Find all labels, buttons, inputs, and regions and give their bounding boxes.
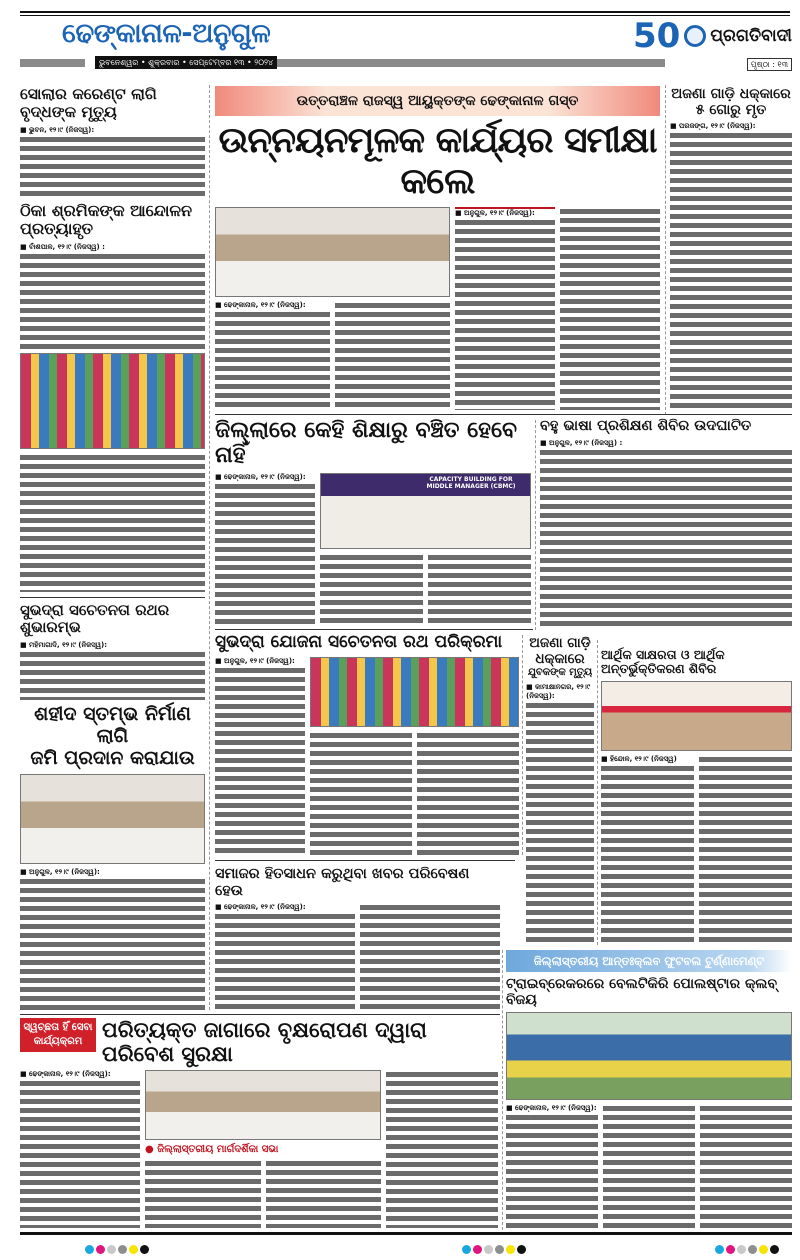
article-body-arthika: [699, 755, 792, 946]
article-sahid: [20, 704, 205, 1010]
registration-dot-black: [140, 1245, 149, 1254]
article-samaja: [215, 866, 500, 1010]
football-bodies: [506, 1104, 792, 1228]
shiksha-content: [215, 473, 531, 624]
article-body-samaja: [215, 903, 355, 1010]
photo-football-team: [506, 1012, 792, 1100]
photo-margadarshika-sabha: [145, 1070, 381, 1140]
article-body-subhadra-yojana: [310, 731, 412, 855]
headline-line: ଧକ୍କାରେ: [535, 650, 585, 667]
lead-kicker: ଉତ୍ତରାଞ୍ଚଳ ରାଜସ୍ୱ ଆୟୁକ୍ତଙ୍କ ଢେଙ୍କାନାଳ ଗସ୍ତ: [215, 86, 660, 116]
article-body-lead: [215, 301, 330, 410]
article-body-football: [506, 1104, 598, 1228]
page-number: ପୃଷ୍ଠା : ୧୩: [747, 58, 792, 71]
lead-left: [215, 207, 450, 410]
dateline: ■ ଢେଙ୍କାନାଳ, ୧୨।୯ (ନିଜସ୍ୱ):: [215, 301, 330, 310]
article-body-shiksha: [428, 553, 531, 624]
masthead: ଢେଙ୍କାନାଳ-ଅନୁଗୁଳ: [62, 18, 271, 49]
column-divider: [665, 85, 666, 415]
registration-dot-gray: [495, 1245, 504, 1254]
headline-arthika: ଆର୍ଥିକ ସାକ୍ଷରତା ଓ ଆର୍ଥିକ ଅନ୍ତର୍ଭୁକ୍ତିକରଣ ଶିବିର: [601, 647, 725, 677]
registration-dot-cyan: [462, 1245, 471, 1254]
photo-shiksha: [320, 473, 531, 549]
headline-solar: ସୋଲାର କରେଣ୍ଟ ଲାଗି ବୃଦ୍ଧଙ୍କ ମୃତ୍ୟୁ: [20, 85, 157, 121]
divider: [215, 860, 515, 861]
seal-icon: [684, 25, 706, 47]
article-body-shiksha: [320, 553, 423, 624]
headline-line: ୫ ଗୋରୁ ମୃତ: [695, 102, 767, 119]
tag-line: ସ୍ୱଚ୍ଛତା ହିଁ ସେବା: [23, 1022, 93, 1033]
dateline: ■ ପରଜଙ୍ଗ, ୧୨।୯ (ନିଜସ୍ୱ):: [670, 122, 792, 131]
article-body-lead: [455, 207, 555, 410]
column-divider: [502, 950, 503, 1230]
article-subhadra-yojana: [215, 633, 519, 855]
article-yubak: [526, 636, 594, 946]
column-divider: [535, 420, 536, 630]
dateline: ■ ଅନୁଗୁଳ, ୧୨।୯ (ନିଜସ୍ୱ):: [455, 209, 555, 218]
article-body-football: [700, 1104, 792, 1228]
dateline: ■ ଢେଙ୍କାନାଳ, ୧୨।୯ (ନିଜସ୍ୱ):: [215, 903, 355, 912]
divider: [265, 59, 665, 67]
swachhata-bodies: [145, 1159, 381, 1228]
article-body-subhadra-yojana: [417, 731, 519, 855]
headline-bahubhasa: ବହୁ ଭାଷା ପ୍ରଶିକ୍ଷଣ ଶିବିର ଉଦଘାଟିତ: [540, 418, 752, 434]
article-body-solar: [20, 126, 205, 196]
headline-sahid: [20, 704, 205, 770]
article-body-swachhata: [386, 1070, 498, 1228]
headline-line: ଜମି ପ୍ରଦାନ କରାଯାଉ: [30, 746, 195, 769]
dateline: ■ ଅନୁଗୁଳ, ୧୨।୯ (ନିଜସ୍ୱ):: [215, 657, 305, 666]
registration-dot-gray: [484, 1245, 493, 1254]
article-body-bahubhasa: [540, 439, 792, 630]
headline-yubak: [526, 636, 594, 679]
swachhata-middle: [145, 1070, 381, 1228]
headline-line: ଯୁବକଙ୍କ ମୃତ୍ୟୁ: [527, 667, 593, 679]
registration-dot-gray: [107, 1245, 116, 1254]
section-tag-swachhata: [20, 1018, 96, 1052]
registration-dot-cyan: [715, 1245, 724, 1254]
article-lead: [215, 86, 660, 410]
article-thika: [20, 202, 205, 592]
headline-subhadra-yojana: ସୁଭଦ୍ରା ଯୋଜନା ସଚେତନତା ରଥ ପରିକ୍ରମା: [215, 632, 503, 652]
tag-line: କାର୍ଯ୍ୟକ୍ରମ: [33, 1036, 83, 1047]
dateline: ■ ଅନୁଗୁଳ, ୧୨।୯ (ନିଜସ୍ୱ) :: [540, 439, 792, 448]
article-goru: [670, 86, 792, 410]
registration-dot-yellow: [759, 1245, 768, 1254]
divider: [215, 414, 792, 415]
article-arthika: [601, 648, 792, 946]
photo-subhadra-rally: [310, 657, 519, 727]
article-body-goru: [670, 122, 792, 410]
lead-left-bodies: [215, 301, 450, 410]
divider: [20, 59, 85, 67]
dateline: ■ ବାଁଶପାଳ, ୧୨।୯ (ନିଜସ୍ୱ) :: [20, 243, 205, 252]
article-body-arthika: [601, 755, 694, 946]
registration-dot-yellow: [506, 1245, 515, 1254]
article-body-football: [603, 1104, 695, 1228]
registration-dot-black: [517, 1245, 526, 1254]
article-swachhata: [20, 1018, 498, 1228]
dateline: ଭୁବନେଶ୍ୱର • ଶୁକ୍ରବାର • ସେପ୍ଟେମ୍ବର ୧୩ • ୨୦୨୪: [95, 56, 277, 69]
article-body-samaja: [360, 903, 500, 1010]
registration-dot-yellow: [129, 1245, 138, 1254]
article-body-swachhata: [20, 1070, 140, 1228]
photo-arthika: [601, 681, 792, 751]
article-body-yubak: [526, 683, 594, 946]
dateline: ■ ଭୁବନ, ୧୨।୯ (ନିଜସ୍ୱ):: [20, 126, 205, 135]
dateline: ■ ଢେଙ୍କାନାଳ, ୧୨।୯ (ନିଜସ୍ୱ):: [506, 1104, 597, 1113]
article-solar: [20, 86, 205, 196]
dateline: ■ କାମାକ୍ଷାନଗର, ୧୨।୯ (ନିଜସ୍ୱ):: [526, 683, 594, 701]
article-body-lead: [560, 207, 660, 410]
headline-goru: [670, 86, 792, 118]
registration-dot-cyan: [85, 1245, 94, 1254]
bottom-rule: [20, 1232, 792, 1235]
photo-banner-text: CAPACITY BUILDING FOR MIDDLE MANAGER (CBMC): [426, 475, 516, 490]
dateline: ■ ହିନ୍ଦୋଳ, ୧୨।୯ (ନିଜସ୍ୱ): [601, 755, 694, 764]
column-divider: [209, 85, 210, 1010]
photo-caption: ● ଜିଲ୍ଲାସ୍ତରୀୟ ମାର୍ଗଦର୍ଶିକା ସଭା: [145, 1144, 279, 1156]
photo-workers: [20, 353, 205, 449]
shiksha-bodies: [320, 553, 531, 624]
headline-line: ଶହୀଦ ସ୍ତମ୍ଭ ନିର୍ମାଣ ଲାଗି: [34, 703, 191, 747]
article-body-swachhata: [145, 1159, 261, 1228]
samaja-bodies: [215, 903, 500, 1010]
arthika-bodies: [601, 755, 792, 946]
registration-dot-magenta: [473, 1245, 482, 1254]
brand-name: ପ୍ରଗତିବାଦୀ: [710, 26, 792, 46]
registration-dot-magenta: [96, 1245, 105, 1254]
column-divider: [597, 640, 598, 945]
article-bahubhasa: [540, 418, 792, 630]
dateline: ■ ଢେଙ୍କାନାଳ, ୧୨।୯ (ନିଜସ୍ୱ):: [20, 1070, 140, 1079]
lead-headline: ଉନ୍ନୟନମୂଳକ କାର୍ଯ୍ୟର ସମୀକ୍ଷା କଲେ: [218, 120, 657, 203]
dateline: ■ ଢେଙ୍କାନାଳ, ୧୨।୯ (ନିଜସ୍ୱ):: [215, 473, 315, 482]
article-body-thika-cont: [20, 453, 205, 592]
article-shiksha: [215, 418, 531, 624]
headline-shiksha: ଜିଲ୍ଲାରେ କେହି ଶିକ୍ଷାରୁ ବଞ୍ଚିତ ହେବେ ନାହିଁ: [215, 418, 517, 469]
registration-dot-black: [770, 1245, 779, 1254]
headline-line: ଅଜଣା ଗାଡ଼ି ଧକ୍କାରେ: [671, 86, 791, 102]
article-body-subhadra-yojana: [215, 657, 305, 855]
headline-thika: ଠିକା ଶ୍ରମିକଙ୍କ ଆନ୍ଦୋଳନ ପ୍ରତ୍ୟାହୃତ: [20, 201, 192, 239]
article-body-sahid: [20, 868, 205, 1010]
newspaper-logo: [629, 16, 792, 56]
headline-samaja: ସମାଜର ହିତସାଧନ କରୁଥିବା ଖବର ପରିବେଷଣ ହେଉ: [215, 866, 470, 899]
article-body-thika: [20, 243, 205, 350]
football-kicker: ଜିଲ୍ଲାସ୍ତରୀୟ ଆନ୍ତଃକ୍ଲବ ଫୁଟବଲ ଟୁର୍ଣ୍ଣାମେଣ୍ଟ: [506, 950, 792, 972]
dateline: ■ ଅନୁଗୁଳ, ୧୨।୯ (ନିଜସ୍ୱ):: [20, 868, 205, 877]
article-subhadra-ratha: [20, 602, 205, 700]
swachhata-content: [20, 1070, 498, 1228]
dateline: ■ ମହିମାଗାଦି, ୧୨।୯ (ନିଜସ୍ୱ):: [20, 641, 205, 650]
registration-dot-gray: [748, 1245, 757, 1254]
divider: [20, 1014, 500, 1015]
subhadra-yojana-bodies: [310, 731, 519, 855]
registration-dot-gray: [737, 1245, 746, 1254]
divider: [20, 597, 205, 598]
article-body-swachhata: [266, 1159, 382, 1228]
column-divider: [522, 635, 523, 855]
logo-50: 50: [633, 16, 681, 56]
registration-dot-magenta: [726, 1245, 735, 1254]
divider: [215, 629, 533, 630]
shiksha-right: [320, 473, 531, 624]
photo-sahid: [20, 774, 205, 864]
subhadra-yojana-right: [310, 657, 519, 855]
lead-content: [215, 207, 660, 410]
registration-dot-gray: [118, 1245, 127, 1254]
subhadra-yojana-content: [215, 657, 519, 855]
swachhata-head: [20, 1018, 498, 1066]
headline-swachhata: ପରିତ୍ୟକ୍ତ ଜାଗାରେ ବୃକ୍ଷରୋପଣ ଦ୍ୱାରା ପରିବେଶ ସୁରକ୍ଷା: [102, 1018, 427, 1067]
article-football: [506, 950, 792, 1228]
article-body-subhadra-ratha: [20, 641, 205, 701]
article-body-lead: [335, 301, 450, 410]
headline-line: ଅଜଣା ଗାଡ଼ି: [529, 635, 591, 651]
headline-football: ଟ୍ରାଇବ୍ରେକରରେ ବେଲଟିକିରି ପୋଲଷ୍ଟାର କ୍ଲବ୍ ବିଜୟ: [506, 976, 778, 1009]
headline-subhadra-ratha: ସୁଭଦ୍ରା ସଚେତନତା ରଥର ଶୁଭାରମ୍ଭ: [20, 601, 170, 637]
article-body-shiksha: [215, 473, 315, 624]
photo-lead-meeting: [215, 207, 450, 297]
